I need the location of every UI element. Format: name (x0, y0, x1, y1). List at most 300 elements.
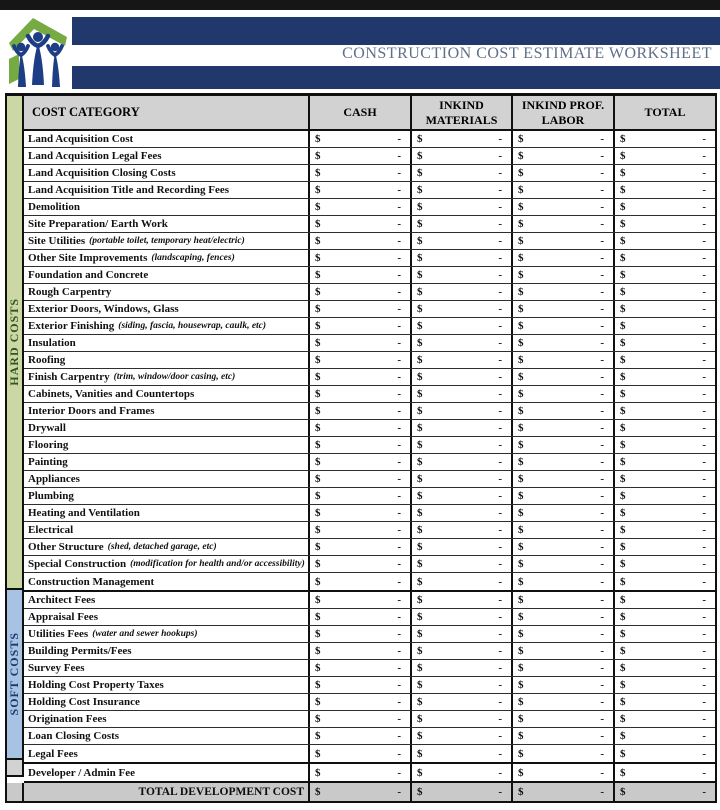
currency-symbol: $ (417, 371, 423, 383)
money-cell (615, 352, 715, 368)
row-label: Other Structure (28, 541, 104, 553)
money-cell (615, 728, 715, 744)
money-cell (513, 728, 615, 744)
row-label: Special Construction (28, 558, 127, 570)
currency-symbol: $ (620, 235, 626, 247)
currency-symbol: $ (315, 490, 321, 502)
currency-symbol: $ (315, 405, 321, 417)
empty-amount: - (702, 286, 706, 298)
money-cell (310, 250, 412, 266)
empty-amount: - (498, 201, 502, 213)
empty-amount: - (397, 439, 401, 451)
empty-amount: - (702, 405, 706, 417)
empty-amount: - (702, 388, 706, 400)
empty-amount: - (397, 371, 401, 383)
row-note: (portable toilet, temporary heat/electric) (89, 236, 245, 246)
table-row (24, 437, 715, 454)
hard-costs-rows (24, 131, 715, 592)
empty-amount: - (397, 679, 401, 691)
row-label: Finish Carpentry (28, 371, 110, 383)
currency-symbol: $ (315, 388, 321, 400)
empty-amount: - (600, 730, 604, 742)
money-cell (513, 471, 615, 487)
money-cell (615, 386, 715, 402)
money-cell (310, 694, 412, 710)
empty-amount: - (702, 371, 706, 383)
empty-amount: - (600, 218, 604, 230)
currency-symbol: $ (315, 218, 321, 230)
money-cell (615, 677, 715, 693)
row-label: Demolition (28, 201, 80, 213)
section-strips (7, 96, 24, 777)
empty-amount: - (702, 713, 706, 725)
empty-amount: - (600, 133, 604, 145)
money-cell (310, 522, 412, 538)
currency-symbol: $ (417, 303, 423, 315)
row-label: Developer / Admin Fee (28, 766, 136, 779)
empty-amount: - (702, 473, 706, 485)
money-cell (615, 199, 715, 215)
table-row (24, 711, 715, 728)
table-row (24, 609, 715, 626)
row-label: Holding Cost Insurance (28, 696, 140, 708)
currency-symbol: $ (315, 747, 321, 760)
developer-fee-rows (24, 764, 715, 783)
money-cell (615, 556, 715, 572)
money-cell (615, 250, 715, 266)
row-label-cell (24, 660, 310, 676)
money-cell (513, 609, 615, 625)
money-cell (310, 677, 412, 693)
row-label-cell (24, 233, 310, 249)
currency-symbol: $ (620, 252, 626, 264)
currency-symbol: $ (518, 439, 524, 451)
empty-amount: - (702, 439, 706, 451)
money-cell (412, 592, 513, 608)
table-row (24, 148, 715, 165)
row-note: (landscaping, fences) (151, 253, 235, 263)
currency-symbol: $ (620, 439, 626, 451)
empty-amount: - (498, 269, 502, 281)
money-cell (513, 745, 615, 762)
money-cell (513, 626, 615, 642)
currency-symbol: $ (620, 696, 626, 708)
money-cell (513, 318, 615, 334)
total-development-cost-row (7, 783, 715, 801)
currency-symbol: $ (315, 541, 321, 553)
currency-symbol: $ (417, 235, 423, 247)
currency-symbol: $ (518, 150, 524, 162)
empty-amount: - (600, 786, 604, 798)
currency-symbol: $ (417, 594, 423, 606)
row-label-cell (24, 182, 310, 198)
currency-symbol: $ (518, 524, 524, 536)
empty-amount: - (498, 730, 502, 742)
table-grid (24, 96, 715, 783)
empty-amount: - (397, 541, 401, 553)
currency-symbol: $ (417, 786, 423, 798)
row-label-cell (24, 352, 310, 368)
currency-symbol: $ (315, 133, 321, 145)
currency-symbol: $ (518, 679, 524, 691)
currency-symbol: $ (620, 786, 626, 798)
empty-amount: - (600, 594, 604, 606)
empty-amount: - (498, 645, 502, 657)
row-label-cell (24, 420, 310, 436)
empty-amount: - (498, 747, 502, 760)
money-cell (412, 216, 513, 232)
empty-amount: - (702, 696, 706, 708)
empty-amount: - (600, 235, 604, 247)
currency-symbol: $ (518, 354, 524, 366)
money-cell (310, 369, 412, 385)
table-row (24, 505, 715, 522)
currency-symbol: $ (620, 354, 626, 366)
empty-amount: - (397, 730, 401, 742)
empty-amount: - (498, 786, 502, 798)
row-label-cell (24, 728, 310, 744)
empty-amount: - (702, 354, 706, 366)
empty-amount: - (600, 575, 604, 588)
money-cell (513, 454, 615, 470)
money-cell (615, 437, 715, 453)
table-row (24, 522, 715, 539)
empty-amount: - (702, 786, 706, 798)
currency-symbol: $ (417, 439, 423, 451)
currency-symbol: $ (620, 679, 626, 691)
currency-symbol: $ (518, 786, 524, 798)
money-cell (310, 783, 412, 801)
navy-bar-top (72, 17, 720, 45)
row-label: Land Acquisition Legal Fees (28, 150, 162, 162)
currency-symbol: $ (518, 541, 524, 553)
currency-symbol: $ (417, 490, 423, 502)
money-cell (412, 199, 513, 215)
money-cell (615, 403, 715, 419)
currency-symbol: $ (518, 252, 524, 264)
currency-symbol: $ (417, 337, 423, 349)
money-cell (310, 318, 412, 334)
currency-symbol: $ (620, 422, 626, 434)
empty-amount: - (600, 696, 604, 708)
money-cell (310, 335, 412, 351)
money-cell (412, 403, 513, 419)
empty-amount: - (600, 269, 604, 281)
money-cell (310, 267, 412, 283)
currency-symbol: $ (315, 320, 321, 332)
money-cell (412, 369, 513, 385)
row-note: (trim, window/door casing, etc) (113, 372, 236, 382)
table-row (24, 335, 715, 352)
money-cell (310, 660, 412, 676)
empty-amount: - (498, 320, 502, 332)
empty-amount: - (498, 286, 502, 298)
row-label-cell (24, 626, 310, 642)
currency-symbol: $ (417, 269, 423, 281)
table-row (24, 643, 715, 660)
empty-amount: - (702, 490, 706, 502)
empty-amount: - (498, 473, 502, 485)
currency-symbol: $ (315, 456, 321, 468)
empty-amount: - (397, 167, 401, 179)
money-cell (513, 148, 615, 164)
total-row-label: TOTAL DEVELOPMENT COST (24, 783, 310, 801)
table-row (24, 539, 715, 556)
currency-symbol: $ (518, 388, 524, 400)
row-label: Land Acquisition Closing Costs (28, 167, 176, 179)
row-label: Holding Cost Property Taxes (28, 679, 164, 691)
money-cell (615, 148, 715, 164)
empty-amount: - (397, 713, 401, 725)
money-cell (513, 643, 615, 659)
row-label-cell (24, 318, 310, 334)
row-label-cell (24, 386, 310, 402)
currency-symbol: $ (518, 422, 524, 434)
money-cell (412, 660, 513, 676)
empty-amount: - (397, 786, 401, 798)
empty-amount: - (702, 730, 706, 742)
currency-symbol: $ (417, 730, 423, 742)
currency-symbol: $ (315, 558, 321, 570)
money-cell (615, 216, 715, 232)
section-strip-developer-fee (7, 760, 24, 777)
empty-amount: - (498, 524, 502, 536)
table-row (24, 420, 715, 437)
empty-amount: - (600, 473, 604, 485)
money-cell (412, 352, 513, 368)
empty-amount: - (397, 766, 401, 779)
empty-amount: - (397, 662, 401, 674)
currency-symbol: $ (417, 766, 423, 779)
currency-symbol: $ (620, 269, 626, 281)
table-row (24, 369, 715, 386)
currency-symbol: $ (417, 354, 423, 366)
row-label: Flooring (28, 439, 69, 451)
table-row (24, 454, 715, 471)
empty-amount: - (702, 611, 706, 623)
money-cell (615, 182, 715, 198)
currency-symbol: $ (417, 575, 423, 588)
table-row (24, 233, 715, 250)
money-cell (513, 131, 615, 147)
money-cell (310, 505, 412, 521)
empty-amount: - (600, 405, 604, 417)
table-row (24, 626, 715, 643)
money-cell (513, 420, 615, 436)
table-row (24, 728, 715, 745)
table-row (24, 352, 715, 369)
empty-amount: - (397, 473, 401, 485)
row-label: Drywall (28, 422, 66, 434)
money-cell (615, 267, 715, 283)
empty-amount: - (702, 252, 706, 264)
money-cell (310, 148, 412, 164)
currency-symbol: $ (417, 662, 423, 674)
row-label-cell (24, 677, 310, 693)
empty-amount: - (397, 558, 401, 570)
table-row (24, 660, 715, 677)
empty-amount: - (498, 405, 502, 417)
row-label: Heating and Ventilation (28, 507, 140, 519)
currency-symbol: $ (417, 388, 423, 400)
empty-amount: - (498, 371, 502, 383)
empty-amount: - (702, 524, 706, 536)
currency-symbol: $ (417, 747, 423, 760)
currency-symbol: $ (620, 456, 626, 468)
money-cell (412, 301, 513, 317)
money-cell (615, 573, 715, 590)
money-cell (615, 471, 715, 487)
currency-symbol: $ (620, 558, 626, 570)
currency-symbol: $ (518, 747, 524, 760)
currency-symbol: $ (417, 507, 423, 519)
row-label-cell (24, 573, 310, 590)
currency-symbol: $ (417, 524, 423, 536)
empty-amount: - (498, 422, 502, 434)
table-row (24, 403, 715, 420)
currency-symbol: $ (315, 269, 321, 281)
row-label: Appliances (28, 473, 80, 485)
table-row (24, 488, 715, 505)
empty-amount: - (397, 303, 401, 315)
empty-amount: - (498, 456, 502, 468)
table-row (24, 250, 715, 267)
empty-amount: - (702, 679, 706, 691)
money-cell (310, 182, 412, 198)
table-row (24, 556, 715, 573)
currency-symbol: $ (417, 422, 423, 434)
empty-amount: - (702, 320, 706, 332)
money-cell (615, 131, 715, 147)
money-cell (412, 677, 513, 693)
empty-amount: - (600, 354, 604, 366)
empty-amount: - (600, 558, 604, 570)
empty-amount: - (600, 150, 604, 162)
currency-symbol: $ (620, 541, 626, 553)
empty-amount: - (397, 354, 401, 366)
currency-symbol: $ (620, 766, 626, 779)
money-cell (412, 573, 513, 590)
empty-amount: - (498, 575, 502, 588)
empty-amount: - (397, 507, 401, 519)
row-label: Utilities Fees (28, 628, 89, 640)
empty-amount: - (702, 150, 706, 162)
brand-header (0, 10, 720, 93)
currency-symbol: $ (620, 388, 626, 400)
money-cell (412, 711, 513, 727)
currency-symbol: $ (417, 405, 423, 417)
row-label: Land Acquisition Title and Recording Fees (28, 184, 229, 196)
empty-amount: - (600, 507, 604, 519)
money-cell (412, 454, 513, 470)
currency-symbol: $ (518, 713, 524, 725)
money-cell (513, 233, 615, 249)
money-cell (513, 403, 615, 419)
page-title: CONSTRUCTION COST ESTIMATE WORKSHEET (342, 45, 712, 62)
soft-costs-rows (24, 592, 715, 764)
money-cell (412, 539, 513, 555)
empty-amount: - (397, 320, 401, 332)
table-row (24, 216, 715, 233)
currency-symbol: $ (620, 730, 626, 742)
empty-amount: - (702, 507, 706, 519)
currency-symbol: $ (315, 645, 321, 657)
row-note: (modification for health and/or accessibility) (130, 559, 305, 569)
money-cell (513, 592, 615, 608)
empty-amount: - (498, 490, 502, 502)
empty-amount: - (498, 303, 502, 315)
currency-symbol: $ (315, 473, 321, 485)
empty-amount: - (702, 558, 706, 570)
empty-amount: - (498, 611, 502, 623)
empty-amount: - (397, 645, 401, 657)
currency-symbol: $ (518, 645, 524, 657)
money-cell (615, 165, 715, 181)
currency-symbol: $ (315, 575, 321, 588)
empty-amount: - (498, 541, 502, 553)
money-cell (615, 626, 715, 642)
column-header-total: TOTAL (644, 105, 686, 119)
money-cell (615, 505, 715, 521)
empty-amount: - (498, 337, 502, 349)
row-label-cell (24, 148, 310, 164)
row-label: Exterior Doors, Windows, Glass (28, 303, 179, 315)
currency-symbol: $ (417, 133, 423, 145)
currency-symbol: $ (620, 218, 626, 230)
empty-amount: - (498, 218, 502, 230)
currency-symbol: $ (620, 611, 626, 623)
currency-symbol: $ (620, 645, 626, 657)
money-cell (615, 539, 715, 555)
empty-amount: - (702, 201, 706, 213)
section-label-hard-costs: HARD COSTS (7, 298, 21, 386)
money-cell (513, 764, 615, 781)
currency-symbol: $ (417, 167, 423, 179)
currency-symbol: $ (315, 286, 321, 298)
money-cell (412, 420, 513, 436)
row-label: Land Acquisition Cost (28, 133, 134, 145)
currency-symbol: $ (620, 405, 626, 417)
currency-symbol: $ (518, 201, 524, 213)
row-label-cell (24, 505, 310, 521)
empty-amount: - (498, 252, 502, 264)
money-cell (615, 369, 715, 385)
money-cell (513, 783, 615, 801)
table-row (24, 199, 715, 216)
currency-symbol: $ (620, 133, 626, 145)
money-cell (513, 386, 615, 402)
currency-symbol: $ (620, 286, 626, 298)
currency-symbol: $ (518, 167, 524, 179)
row-label: Electrical (28, 524, 74, 536)
table-row (24, 471, 715, 488)
row-label: Interior Doors and Frames (28, 405, 155, 417)
currency-symbol: $ (315, 507, 321, 519)
money-cell (513, 711, 615, 727)
currency-symbol: $ (315, 252, 321, 264)
currency-symbol: $ (518, 628, 524, 640)
table-row (24, 182, 715, 199)
money-cell (310, 764, 412, 781)
money-cell (412, 437, 513, 453)
empty-amount: - (600, 456, 604, 468)
money-cell (310, 199, 412, 215)
empty-amount: - (702, 628, 706, 640)
currency-symbol: $ (417, 286, 423, 298)
money-cell (412, 267, 513, 283)
table-row (24, 318, 715, 335)
row-note: (water and sewer hookups) (92, 629, 198, 639)
